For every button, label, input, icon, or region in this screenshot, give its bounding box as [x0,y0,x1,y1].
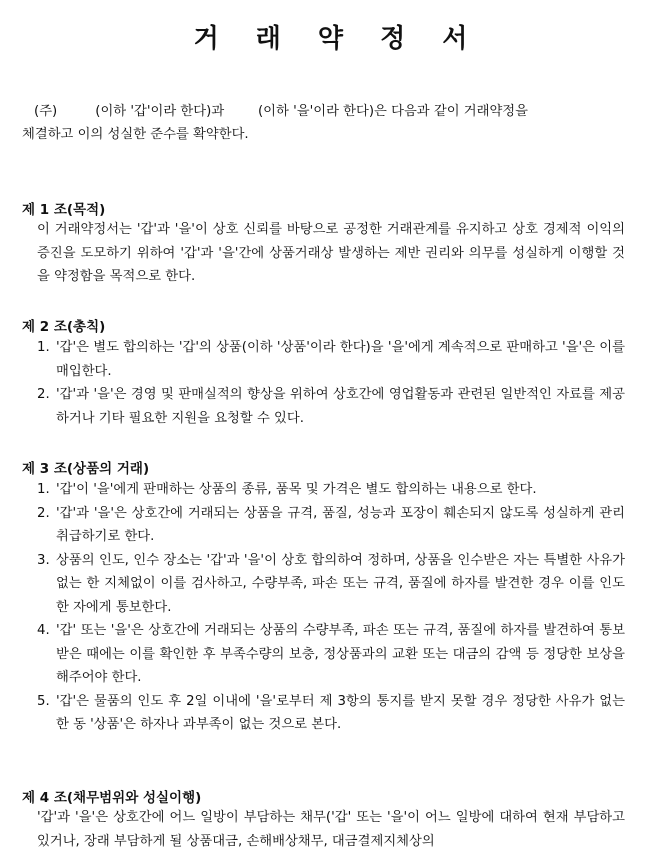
item-number: 1. [37,482,50,497]
intro-paragraph [22,100,626,146]
document-title: 거 래 약 정 서 [193,24,482,54]
article-3-heading: 제 3 조(상품의 거래) [22,461,150,477]
list-item [37,549,625,620]
item-text: 상품의 인도, 인수 장소는 '갑'과 '을'이 상호 합의하여 정하며, 상품을 인수받은 자는 특별한 사유가 없는 한 지체없이 이를 검사하고, 수량부족, 파손 또는 규격, 품질에 하자를 발견한 경우 이를 인도한 자에게 통보한다. [56,552,625,615]
article-3-items [37,478,625,737]
item-number: 4. [37,623,50,638]
article-1-body: 이 거래약정서는 '갑'과 '을'이 상호 신뢰를 바탕으로 공정한 거래관계를 유지하고 상호 경제적 이익의 증진을 도모하기 위하여 '갑'과 '을'간에 상품거래상 발생하는 제반 권리와 의무를 성실하게 이행할 것을 약정함을 목적으로 한다. [37,222,625,284]
intro-line-1: (주) (이하 '갑'이라 한다)과 (이하 '을'이라 한다)은 다음과 같이 거래약정을 [34,104,528,119]
item-text: '갑'은 물품의 인도 후 2일 이내에 '을'로부터 제 3항의 통지를 받지 못할 경우 정당한 사유가 없는 한 동 '상품'은 하자나 과부족이 없는 것으로 본다. [56,693,625,732]
article-4-body: '갑'과 '을'은 상호간에 어느 일방이 부담하는 채무('갑' 또는 '을'이 어느 일방에 대하여 현재 부담하고 있거나, 장래 부담하게 될 상품대금, 손해배상채무, 대금결제지체상의 [37,810,625,849]
item-number: 3. [37,552,50,568]
article-2-heading: 제 2 조(총칙) [22,319,106,335]
item-text: '갑'은 별도 합의하는 '갑'의 상품(이하 '상품'이라 한다)을 '을'에게 계속적으로 판매하고 '을'은 이를 매입한다. [56,340,625,379]
intro-line-2: 체결하고 이의 성실한 준수를 확약한다. [22,127,249,142]
item-text: '갑'이 '을'에게 판매하는 상품의 종류, 품목 및 가격은 별도 합의하는 내용으로 한다. [56,482,537,497]
list-item [37,619,625,690]
list-item [37,478,625,502]
list-item [37,690,625,737]
article-2-items [37,336,625,430]
item-text: '갑'과 '을'은 경영 및 판매실적의 향상을 위하여 상호간에 영업활동과 관련된 일반적인 자료를 제공하거나 기타 필요한 지원을 요청할 수 있다. [56,387,625,426]
item-number: 5. [37,693,50,709]
item-text: '갑'과 '을'은 상호간에 거래되는 상품을 규격, 품질, 성능과 포장이 훼손되지 않도록 성실하게 관리 취급하기로 한다. [56,505,625,544]
item-number: 1. [37,340,50,355]
list-item [37,383,625,430]
list-item [37,336,625,383]
item-number: 2. [37,387,50,402]
list-item [37,502,625,549]
article-4-heading: 제 4 조(채무범위와 성실이행) [22,790,202,806]
article-1-heading: 제 1 조(목적) [22,202,106,218]
item-text: '갑' 또는 '을'은 상호간에 거래되는 상품의 수량부족, 파손 또는 규격, 품질에 하자를 발견하여 통보받은 때에는 이를 확인한 후 부족수량의 보충, 정상품과의 교환 또는 대금의 감액 등 정당한 보상을 해주어야 한다. [56,623,625,685]
item-number: 2. [37,505,50,521]
